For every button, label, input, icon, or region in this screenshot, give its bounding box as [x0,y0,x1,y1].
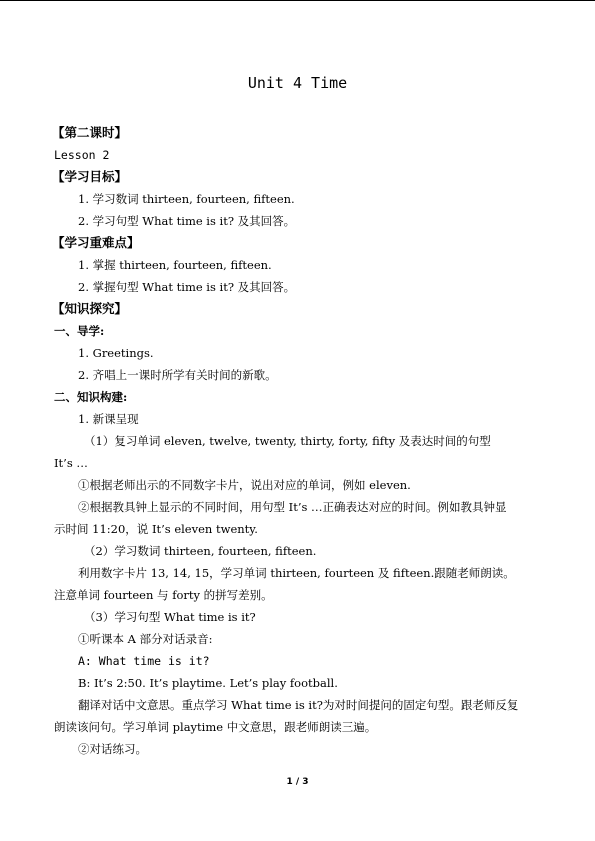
document-body [54,122,542,760]
paragraph-line: 利用数字卡片 13, 14, 15，学习单词 thirteen, fourteen 及 fifteen.跟随老师朗读。 [78,566,515,580]
key-point-item: 2. 掌握句型 What time is it? 及其回答。 [78,280,296,294]
paragraph-line: ①根据老师出示的不同数字卡片，说出对应的单词，例如 eleven. [78,478,411,492]
step-review: （1）复习单词 eleven, twelve, twenty, thirty, forty, fifty 及表达时间的句型 [84,434,491,448]
paragraph-line: ②对话练习。 [78,742,147,756]
paragraph-line: 朗读该问句。学习单词 playtime 中文意思，跟老师朗读三遍。 [54,720,377,734]
subheading-construction: 二、知识构建: [54,390,128,404]
guide-item: 1. Greetings. [78,346,154,360]
subheading-guide: 一、导学: [54,324,105,338]
guide-item: 2. 齐唱上一课时所学有关时间的新歌。 [78,368,277,382]
header-rule [0,0,595,1]
paragraph-line: 注意单词 fourteen 与 forty 的拼写差别。 [54,588,273,602]
paragraph-line: It’s … [54,456,88,470]
step-sentence: （3）学习句型 What time is it? [84,610,256,624]
objective-item: 1. 学习数词 thirteen, fourteen, fifteen. [78,192,295,206]
dialogue-line-b: B: It’s 2:50. It’s playtime. Let’s play football. [78,676,338,690]
document-title: Unit 4 Time [247,74,348,92]
dialogue-line-a: A: What time is it? [78,654,210,668]
key-point-item: 1. 掌握 thirteen, fourteen, fifteen. [78,258,272,272]
construction-item: 1. 新课呈现 [78,412,139,426]
section-heading-objectives: 【学习目标】 [52,169,128,184]
section-heading-key-points: 【学习重难点】 [52,235,140,250]
lesson-label: Lesson 2 [54,148,110,162]
paragraph-line: ①听课本 A 部分对话录音: [78,632,213,646]
section-heading-lesson: 【第二课时】 [52,125,128,140]
paragraph-line: 示时间 11:20，说 It’s eleven twenty. [54,522,258,536]
paragraph-line: ②根据教具钟上显示的不同时间，用句型 It’s …正确表达对应的时间。例如教具钟显 [78,500,507,514]
objective-item: 2. 学习句型 What time is it? 及其回答。 [78,214,296,228]
section-heading-exploration: 【知识探究】 [52,301,128,316]
page-number: 1 / 3 [286,777,309,787]
paragraph-line: 翻译对话中文意思。重点学习 What time is it?为对时间提问的固定句型。跟老师反复 [78,698,519,712]
step-numbers: （2）学习数词 thirteen, fourteen, fifteen. [84,544,317,558]
